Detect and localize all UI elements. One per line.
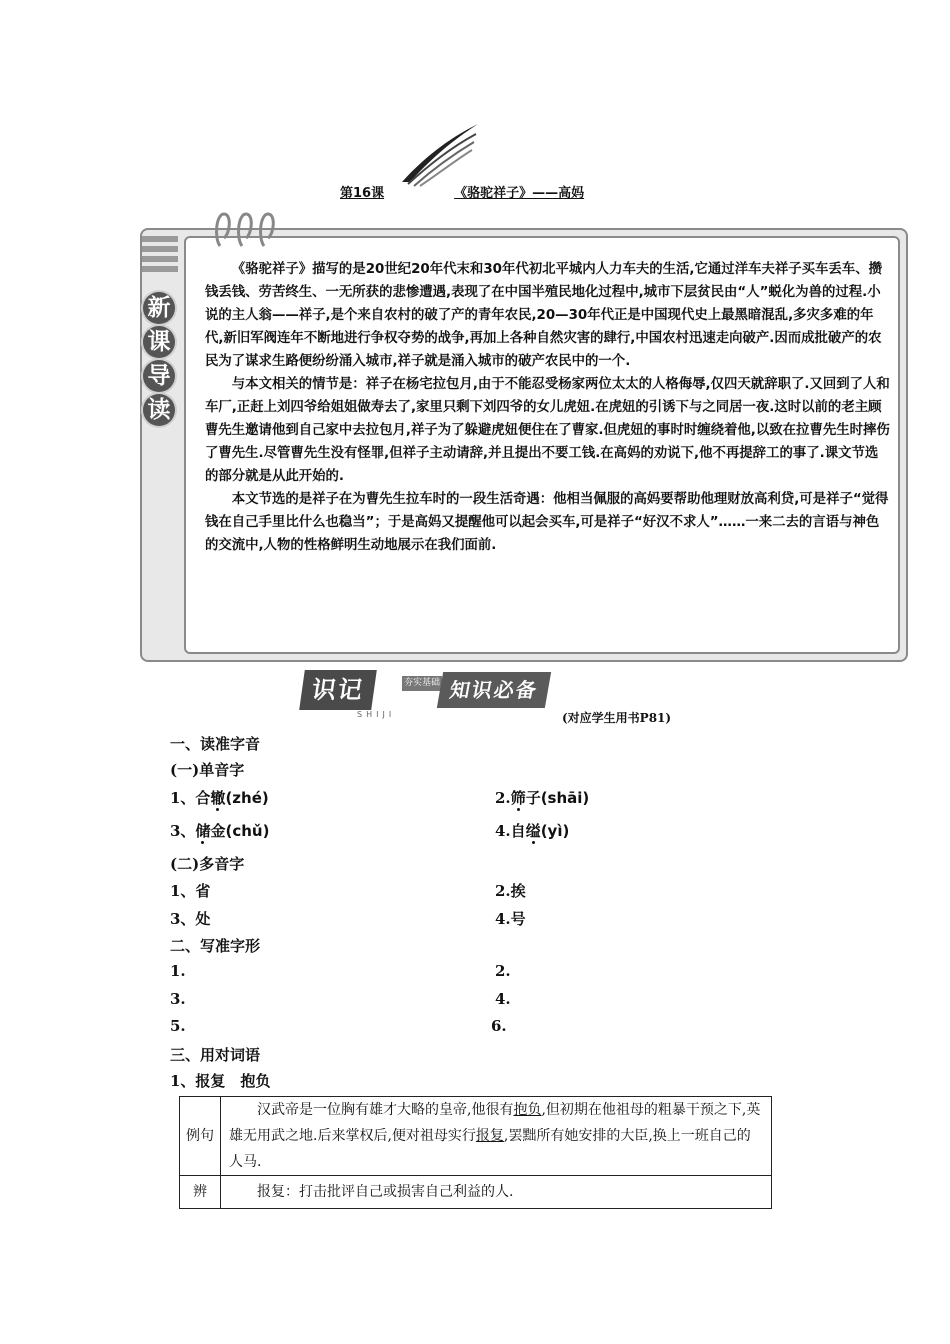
lesson-header (340, 182, 584, 201)
pinyin: (zhé) (225, 789, 269, 807)
subsection-heading: (一)单音字 (170, 761, 245, 779)
intro-side-label (140, 292, 180, 428)
blank-item: 1. (170, 962, 186, 980)
dotted-char: 筛 (510, 789, 526, 807)
binder-rings-icon (212, 208, 282, 252)
blank-item: 6. (491, 1017, 507, 1035)
dotted-char: 缢 (525, 822, 541, 840)
blank-item: 3. (170, 990, 186, 1008)
polyphone-item: 4.号 (495, 910, 526, 928)
blank-item: 4. (495, 990, 511, 1008)
intro-paragraph: 《骆驼祥子》描写的是20世纪20年代末和30年代初北平城内人力车夫的生活,它通过洋车夫祥子买车丢车、攒钱丢钱、劳苦终生、一无所获的悲惨遭遇,表现了在中国半殖民地化过程中,城市下层贫民由“人”蜕化为兽的过程.小说的主人翁——祥子,是个来自农村的破了产的青年农民,20—30年代正是中国现代史上最黑暗混乱,多灾多难的年代,新旧军阀连年不断地进行争权夺势的战争,再加上各种自然灾害的肆行,中国农村迅速走向破产.因而成批破产的农民为了谋求生路便纷纷涌入城市,祥子就是涌入城市的破产农民中的一个. (205, 262, 882, 369)
book-reference: (对应学生用书P81) (562, 711, 672, 725)
subsection-heading: 1、报复 抱负 (170, 1072, 271, 1090)
pronunciation-item: 3、储金(chǔ) (170, 822, 270, 840)
subsection-heading: (二)多音字 (170, 855, 245, 873)
polyphone-item: 1、省 (170, 882, 211, 900)
underlined-word: 抱负 (513, 1102, 542, 1118)
underlined-word: 报复 (475, 1128, 504, 1144)
pinyin: (shāi) (540, 789, 590, 807)
swoosh-decoration (400, 122, 480, 188)
lesson-number: 第16课 (340, 186, 385, 201)
table-cell: 汉武帝是一位胸有雄才大略的皇帝,他很有抱负,但初期在他祖母的粗暴干预之下,英雄无用武之地.后来掌权后,便对祖母实行报复,罢黜所有她安排的大臣,换上一班自己的人马. (221, 1097, 772, 1176)
banner-main: 识记 (299, 670, 377, 710)
blank-item: 2. (495, 962, 511, 980)
banner-right: 知识必备 (437, 672, 551, 708)
table-row (180, 1097, 772, 1176)
polyphone-item: 3、处 (170, 910, 211, 928)
panel-stripes (142, 236, 178, 286)
blank-item: 5. (170, 1017, 186, 1035)
intro-paragraph: 与本文相关的情节是：祥子在杨宅拉包月,由于不能忍受杨家两位太太的人格侮辱,仅四天就辞职了.又回到了人和车厂,正赶上刘四爷给姐姐做寿去了,家里只剩下刘四爷的女儿虎妞.在虎妞的引诱下与之同居一夜.这时以前的老主顾曹先生邀请他到自己家中去拉包月,祥子为了躲避虎妞便住在了曹家.但虎妞的事时时缠绕着他,以致在拉曹先生时摔伤了曹先生.尽管曹先生没有怪罪,但祥子主动请辞,并且提出不要工钱.在高妈的劝说下,他不再提辞工的事了.课文节选的部分就是从此开始的. (205, 377, 890, 484)
table-head: 辨 (180, 1176, 221, 1209)
polyphone-item: 2.挨 (495, 882, 526, 900)
table-cell: 报复：打击批评自己或损害自己利益的人. (221, 1176, 772, 1209)
dotted-char: 储 (195, 822, 211, 840)
table-row (180, 1176, 772, 1209)
pronunciation-item: 1、合辙(zhé) (170, 789, 269, 807)
side-char: 导 (143, 360, 175, 392)
pronunciation-item: 4.自缢(yì) (495, 822, 570, 840)
table-head: 例句 (180, 1097, 221, 1176)
pinyin: (chǔ) (225, 822, 270, 840)
intro-paragraph: 本文节选的是祥子在为曹先生拉车时的一段生活奇遇：他相当佩服的高妈要帮助他理财放高利贷,可是祥子“觉得钱在自己手里比什么也稳当”；于是高妈又提醒他可以起会买车,可是祥子“好汉不求人”……一来二去的言语与神色的交流中,人物的性格鲜明生动地展示在我们面前. (205, 492, 889, 553)
section-heading: 一、读准字音 (170, 735, 261, 753)
banner-mid: 夯实基础 (402, 676, 442, 691)
side-char: 课 (143, 326, 175, 358)
section-heading: 二、写准字形 (170, 937, 261, 955)
dotted-char: 辙 (210, 789, 226, 807)
pronunciation-item: 2.筛子(shāi) (495, 789, 590, 807)
section-banner (302, 670, 562, 718)
word-comparison-table (179, 1096, 772, 1209)
banner-sub: SHIJI (357, 710, 396, 719)
lesson-title: 《骆驼祥子》——高妈 (454, 186, 585, 201)
intro-text (205, 258, 891, 557)
pinyin: (yì) (540, 822, 570, 840)
section-heading: 三、用对词语 (170, 1046, 261, 1064)
side-char: 读 (143, 394, 175, 426)
side-char: 新 (143, 292, 175, 324)
